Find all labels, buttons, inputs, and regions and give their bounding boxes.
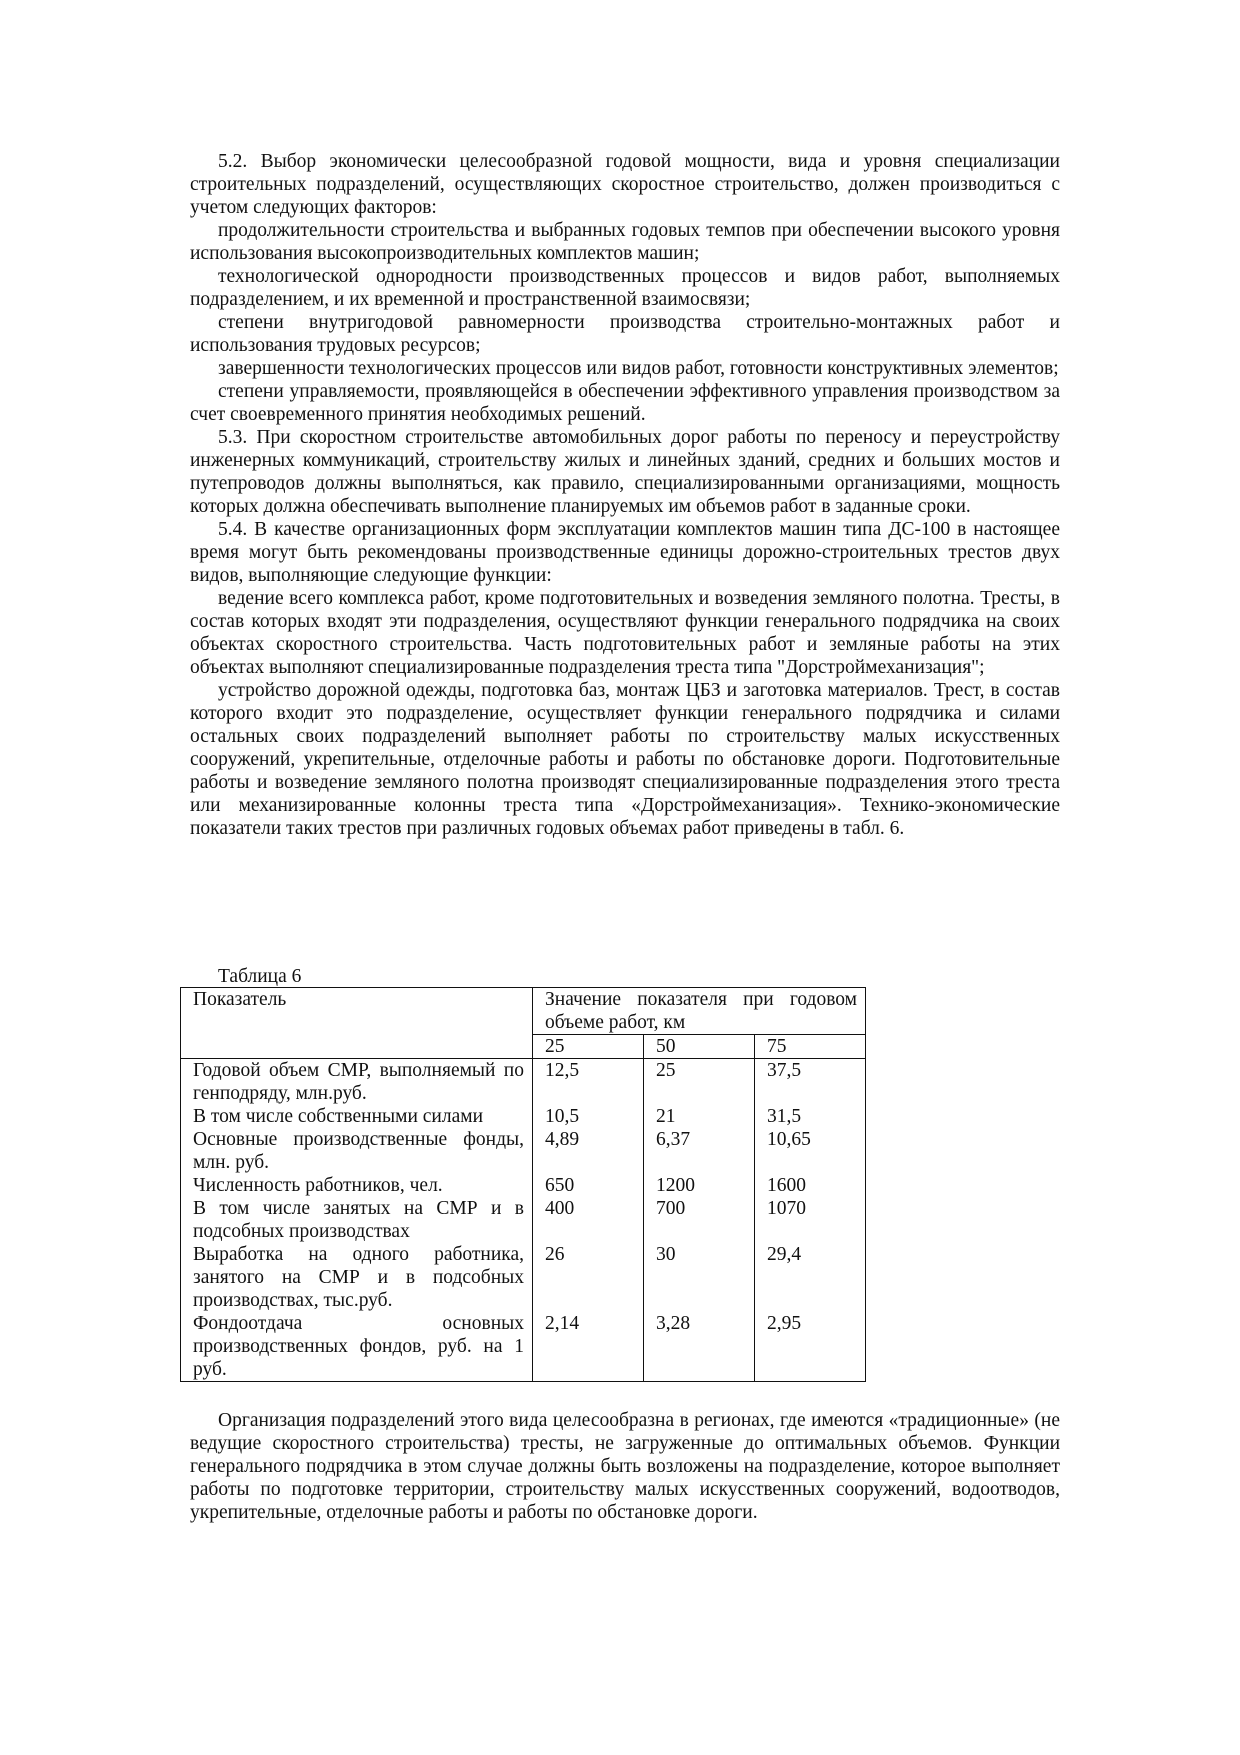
- row-value: 1200: [644, 1174, 755, 1197]
- row-value: 1600: [755, 1174, 866, 1197]
- paragraph-factor-homogeneity: технологической однородности производственных процессов и видов работ, выполняемых подразделением, и их временной и пространственной взаимосвязи;: [190, 266, 1060, 310]
- paragraph-5-3: 5.3. При скоростном строительстве автомобильных дорог работы по переносу и переустройству инженерных коммуникаций, строительству жилых и линейных зданий, средних и больших мостов и путепроводов должны выполняться, как правило, специализированными организациями, мощность которых должна обеспечивать выполнение планируемых им объемов работ в заданные сроки.: [190, 427, 1060, 517]
- row-value: 37,5: [755, 1059, 866, 1106]
- table-row: [181, 1243, 866, 1312]
- table-row: [181, 1312, 866, 1382]
- row-value: 26: [533, 1243, 644, 1312]
- row-value: 650: [533, 1174, 644, 1197]
- row-value: 6,37: [644, 1128, 755, 1174]
- column-header-75: 75: [755, 1035, 866, 1059]
- column-header-25: 25: [533, 1035, 644, 1059]
- table-caption: Таблица 6: [218, 966, 302, 987]
- paragraph-factor-manageability: степени управляемости, проявляющейся в обеспечении эффективного управления производством за счет своевременного принятия необходимых решений.: [190, 381, 1060, 425]
- row-label: Выработка на одного работника, занятого на СМР и в подсобных производствах, тыс.руб.: [181, 1243, 533, 1312]
- row-value: 21: [644, 1105, 755, 1128]
- table-row: [181, 1197, 866, 1243]
- paragraph-5-4: 5.4. В качестве организационных форм эксплуатации комплектов машин типа ДС-100 в настоящее время могут быть рекомендованы производственные единицы дорожно-строительных трестов двух видов, выполняющие следующие функции:: [190, 519, 1060, 586]
- row-label: В том числе собственными силами: [181, 1105, 533, 1128]
- row-value: 1070: [755, 1197, 866, 1243]
- row-value: 29,4: [755, 1243, 866, 1312]
- row-value: 2,95: [755, 1312, 866, 1382]
- paragraph-factor-completeness: завершенности технологических процессов или видов работ, готовности конструктивных элементов;: [218, 358, 1059, 379]
- row-value: 25: [644, 1059, 755, 1106]
- table-row: [181, 1105, 866, 1128]
- row-value: 4,89: [533, 1128, 644, 1174]
- row-label: В том числе занятых на СМР и в подсобных производствах: [181, 1197, 533, 1243]
- row-value: 30: [644, 1243, 755, 1312]
- table-row: [181, 1128, 866, 1174]
- column-header-50: 50: [644, 1035, 755, 1059]
- row-label: Основные производственные фонды, млн. руб.: [181, 1128, 533, 1174]
- header-indicator-cell: Показатель: [181, 988, 533, 1059]
- row-value: 700: [644, 1197, 755, 1243]
- row-value: 10,5: [533, 1105, 644, 1128]
- indicators-table: [180, 987, 866, 1382]
- paragraph-factor-duration: продолжительности строительства и выбранных годовых темпов при обеспечении высокого уровня использования высокопроизводительных комплектов машин;: [190, 220, 1060, 264]
- row-value: 10,65: [755, 1128, 866, 1174]
- row-value: 400: [533, 1197, 644, 1243]
- paragraph-function-2: устройство дорожной одежды, подготовка баз, монтаж ЦБЗ и заготовка материалов. Трест, в состав которого входит это подразделение, осуществляет функции генерального подрядчика и силами остальных своих подразделений выполняет работы по строительству малых искусственных сооружений, укрепительные, отделочные работы и работы по обстановке дороги. Подготовительные работы и возведение земляного полотна производят специализированные подразделения этого треста или механизированные колонны треста типа «Дорстроймеханизация». Технико-экономические показатели таких трестов при различных годовых объемах работ приведены в табл. 6.: [190, 680, 1060, 839]
- paragraph-5-2: 5.2. Выбор экономически целесообразной годовой мощности, вида и уровня специализации строительных подразделений, осуществляющих скоростное строительство, должен производиться с учетом следующих факторов:: [190, 151, 1060, 218]
- row-value: 12,5: [533, 1059, 644, 1106]
- row-label: Годовой объем СМР, выполняемый по генподряду, млн.руб.: [181, 1059, 533, 1106]
- row-value: 31,5: [755, 1105, 866, 1128]
- closing-text: [190, 1409, 1060, 1524]
- row-label: Численность работников, чел.: [181, 1174, 533, 1197]
- table-header-row: [181, 988, 866, 1035]
- header-value-cell: Значение показателя при годовом объеме работ, км: [533, 988, 866, 1035]
- row-label: Фондоотдача основных производственных фондов, руб. на 1 руб.: [181, 1312, 533, 1382]
- row-value: 3,28: [644, 1312, 755, 1382]
- table-row: [181, 1059, 866, 1106]
- body-text: [190, 150, 1060, 840]
- paragraph-factor-uniformity: степени внутригодовой равномерности производства строительно-монтажных работ и использования трудовых ресурсов;: [190, 312, 1060, 356]
- paragraph-function-1: ведение всего комплекса работ, кроме подготовительных и возведения земляного полотна. Тресты, в состав которых входят эти подразделения, осуществляют функции генерального подрядчика на своих объектах скоростного строительства. Часть подготовительных работ и земляные работы на этих объектах выполняют специализированные подразделения треста типа "Дорстроймеханизация";: [190, 588, 1060, 678]
- table-row: [181, 1174, 866, 1197]
- paragraph-closing: Организация подразделений этого вида целесообразна в регионах, где имеются «традиционные» (не ведущие скоростного строительства) тресты, не загруженные до оптимальных объемов. Функции генерального подрядчика в этом случае должны быть возложены на подразделение, которое выполняет работы по подготовке территории, строительству малых искусственных сооружений, водоотводов, укрепительные, отделочные работы и работы по обстановке дороги.: [190, 1410, 1060, 1523]
- row-value: 2,14: [533, 1312, 644, 1382]
